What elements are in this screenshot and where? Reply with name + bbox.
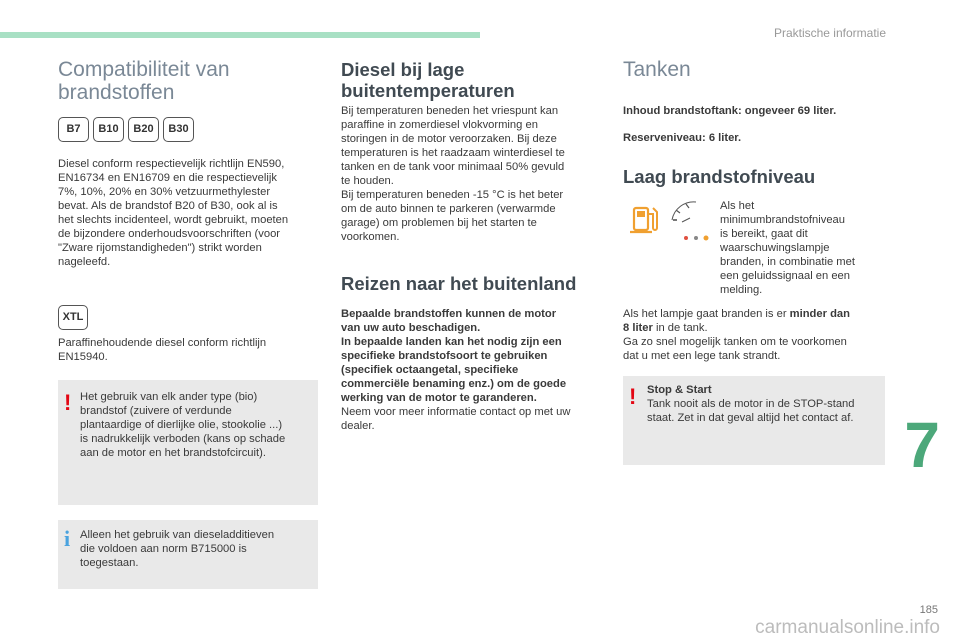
diesel-cold-paragraph: Bij temperaturen beneden het vriespunt kan paraffine in zomerdiesel vlokvorming en storingen in de motor veroorzaken. Bij deze temperaturen is het raadzaam winterdiesel te tanken en de tank voor minimaal 50% gevuld te houden. Bij temperaturen beneden -15 °C is het beter om de auto binnen te parkeren (verwarmde garage) om problemen bij het starten te voorkomen. (341, 105, 565, 243)
header-accent-bar (0, 32, 480, 38)
stop-start-warning (623, 376, 885, 465)
section-title: Praktische informatie (773, 26, 886, 40)
badge-b20: B20 (128, 117, 159, 142)
tank-capacity: Inhoud brandstoftank: ongeveer 69 liter. (623, 105, 837, 117)
info-text: Alleen het gebruik van dieseladditieven die voldoen aan norm B715000 is toegestaan. (80, 529, 275, 569)
badge-b10: B10 (93, 117, 124, 142)
low-fuel-title: Laag brandstofniveau (623, 166, 816, 187)
badge-xtl: XTL (58, 305, 88, 330)
watermark: carmanualsonline.info (755, 617, 940, 638)
abroad-normal-text: Neem voor meer informatie contact op met uw dealer. (341, 406, 571, 432)
stop-start-text: Stop & Start Tank nooit als de motor in de STOP-stand staat. Zet in dat geval altijd het contact af. (647, 384, 855, 424)
warning-note (58, 380, 318, 505)
low-fuel-warning-icon (626, 196, 714, 252)
warning-icon: ! (629, 384, 637, 409)
warning-text: Het gebruik van elk ander type (bio) brandstof (zuivere of verdunde plantaardige of dierlijke olie, stookolie ...) is nadrukkelijk verboden (kans op schade aan de motor en het brandstofcircuit). (80, 391, 286, 459)
xtl-badge-wrap (58, 305, 92, 330)
compatibility-title: Compatibiliteit van brandstoffen (58, 58, 230, 104)
warning-icon: ! (64, 390, 72, 415)
xtl-paragraph: Paraffinehoudende diesel conform richtlijn EN15940. (58, 337, 267, 363)
low-fuel-icon-text: Als het minimumbrandstofniveau is bereikt, gaat dit waarschuwingslampje branden, in combinatie met een geluidssignaal en een melding. (720, 200, 855, 296)
compatibility-paragraph: Diesel conform respectievelijk richtlijn EN590, EN16734 en EN16709 en die respectievelijk 7%, 10%, 20% en 30% vetzuurmethylester bevat. Als de brandstof B20 of B30, ook al is het slechts incidenteel, wordt gebruikt, moeten de bijzondere onderhoudsvoorschriften (voor "Zware rijomstandigheden") strikt worden nageleefd. (58, 158, 289, 268)
diesel-cold-title: Diesel bij lage buitentemperaturen (341, 59, 515, 101)
info-note (58, 520, 318, 589)
low-fuel-paragraph: Als het lampje gaat branden is er minder dan 8 liter in de tank. Ga zo snel mogelijk tanken om te voorkomen dat u met een lege tank strandt. (623, 308, 850, 362)
info-icon: i (64, 526, 71, 551)
refuel-title: Tanken (623, 58, 691, 81)
fuel-badges (58, 117, 198, 142)
abroad-bold-text: Bepaalde brandstoffen kunnen de motor van uw auto beschadigen. In bepaalde landen kan het nodig zijn een specifieke brandstofsoort te gebruiken (specifiek octaangetal, specifieke commerciële benaming enz.) om de goede werking van de motor te garanderen. (341, 308, 567, 404)
abroad-title: Reizen naar het buitenland (341, 273, 577, 294)
page-number: 185 (919, 604, 938, 616)
chapter-number: 7 (904, 409, 940, 481)
reserve-level: Reserveniveau: 6 liter. (623, 132, 742, 144)
badge-b30: B30 (163, 117, 194, 142)
badge-b7: B7 (58, 117, 89, 142)
